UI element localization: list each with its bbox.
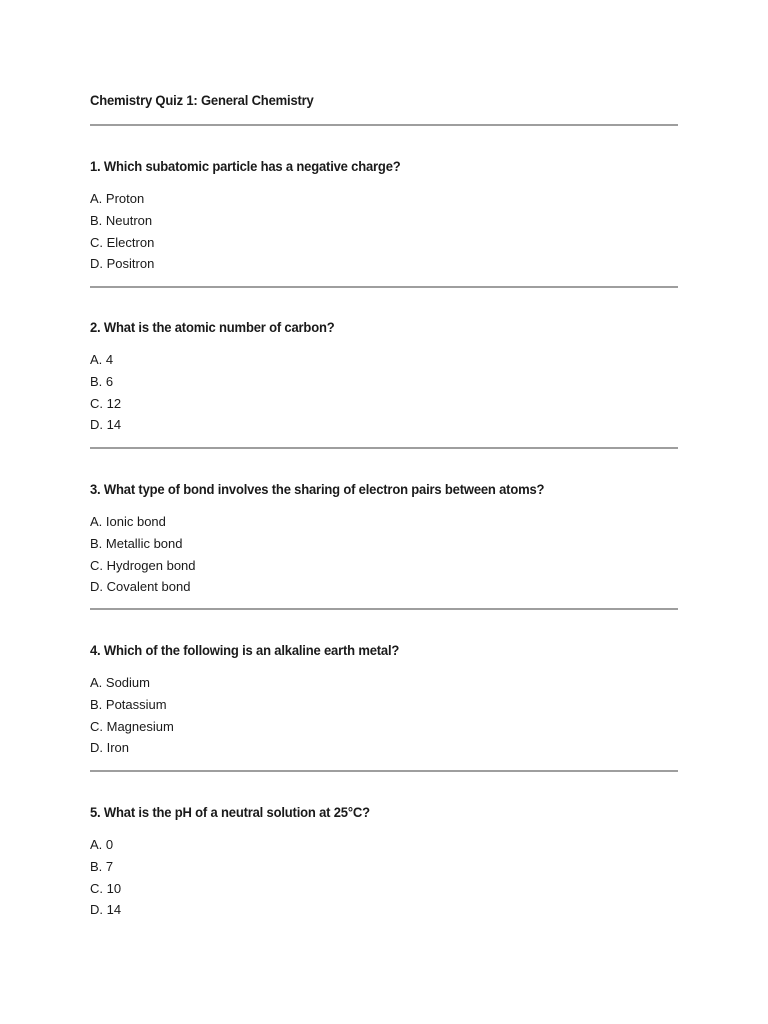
answer-options [90, 672, 678, 759]
divider [90, 608, 678, 610]
question-3 [90, 479, 678, 598]
answer-options [90, 834, 678, 921]
page-title: Chemistry Quiz 1: General Chemistry [90, 92, 314, 108]
question-text: 5. What is the pH of a neutral solution at 25°C? [90, 804, 370, 820]
question-2 [90, 317, 678, 436]
answer-option: A. Ionic bond [90, 514, 166, 529]
divider [90, 770, 678, 772]
answer-option: A. 4 [90, 352, 114, 367]
answer-option: B. 7 [90, 858, 114, 874]
answer-option: A. Sodium [90, 675, 150, 690]
question-5 [90, 802, 678, 921]
answer-option: B. Neutron [90, 212, 153, 228]
answer-option: B. Potassium [90, 696, 167, 712]
divider [90, 124, 678, 126]
answer-options [90, 349, 678, 436]
answer-option: D. Iron [90, 740, 130, 756]
answer-option: C. Electron [90, 234, 155, 250]
question-text: 3. What type of bond involves the sharing of electron pairs between atoms? [90, 481, 545, 497]
answer-option: D. 14 [90, 902, 122, 918]
answer-options [90, 511, 678, 598]
answer-option: B. 6 [90, 373, 114, 389]
question-text: 4. Which of the following is an alkaline earth metal? [90, 642, 400, 658]
answer-option: D. 14 [90, 417, 122, 433]
question-text: 2. What is the atomic number of carbon? [90, 319, 335, 335]
divider [90, 286, 678, 288]
answer-option: C. 12 [90, 395, 122, 411]
answer-option: D. Covalent bond [90, 579, 191, 595]
answer-option: B. Metallic bond [90, 535, 183, 551]
answer-option: C. Magnesium [90, 718, 174, 734]
answer-options [90, 188, 678, 275]
question-text: 1. Which subatomic particle has a negative charge? [90, 158, 401, 174]
answer-option: A. 0 [90, 837, 114, 852]
answer-option: C. 10 [90, 880, 122, 896]
answer-option: D. Positron [90, 256, 155, 272]
answer-option: A. Proton [90, 191, 145, 206]
question-1 [90, 156, 678, 275]
answer-option: C. Hydrogen bond [90, 557, 196, 573]
question-4 [90, 640, 678, 759]
divider [90, 447, 678, 449]
